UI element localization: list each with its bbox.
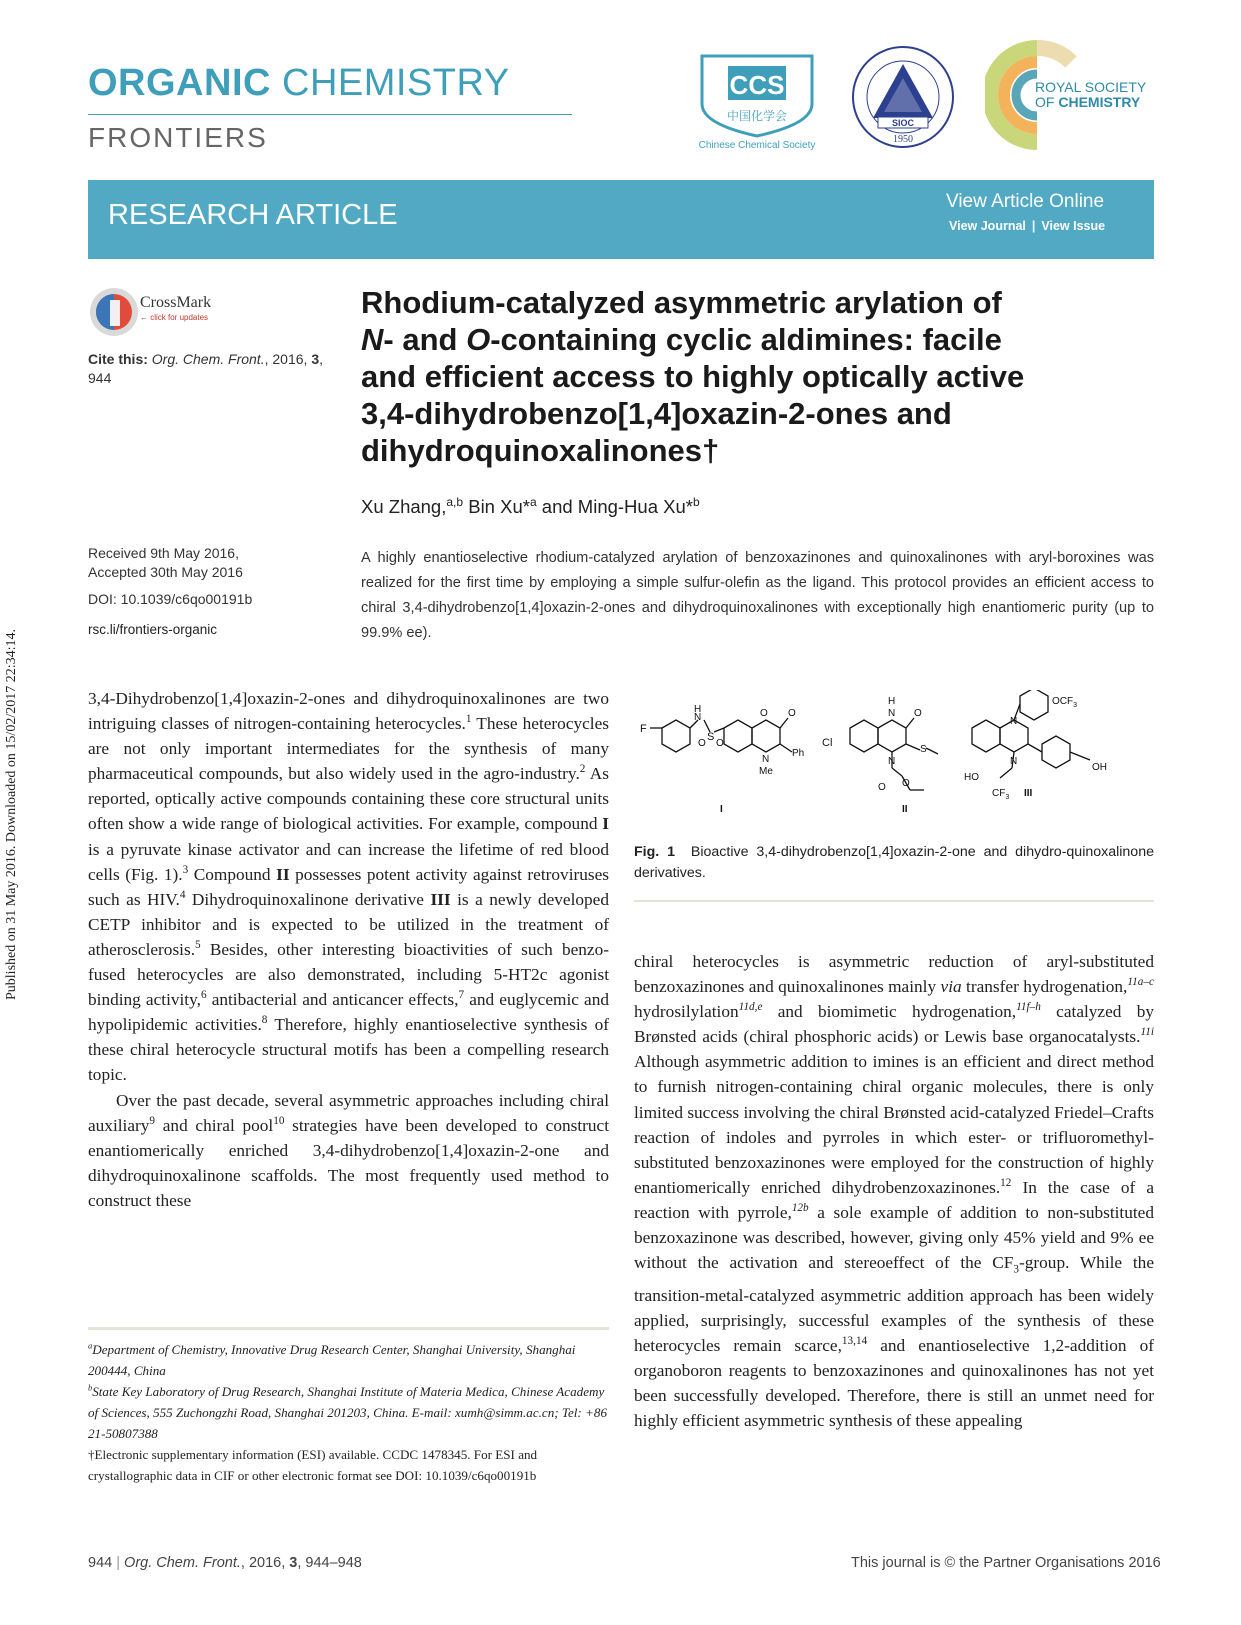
ccs-letters: CCS (729, 70, 785, 100)
ccs-name-cn: 中国化学会 (726, 109, 788, 123)
sioc-logo (848, 44, 958, 154)
atom-label: N (888, 708, 896, 719)
rsc-logo (985, 40, 1155, 152)
svg-text:OF CHEMISTRY (1035, 94, 1141, 110)
atom-label: O (760, 708, 768, 719)
banner-separator: | (1031, 219, 1036, 233)
citation: Cite this: Org. Chem. Front., 2016, 3, 944 (88, 351, 323, 386)
page-footer-left: 944 | Org. Chem. Front., 2016, 3, 944–948 (88, 1555, 362, 1571)
crossmark-icon (88, 286, 140, 338)
paragraph-intro: 3,4-Dihydrobenzo[1,4]oxazin-2-ones and dihydroquinoxalinones are two intriguing classes of nitrogen-containing heterocycles.$^1$ These heterocycles are not only important intermediates for the synthesis of many pharmaceutical compounds, but also widely used in the agro-industry.$^2$ As reported, optically active compounds containing these core structural units often show a wide range of biological activities. For example, compound I is a pyruvate kinase activator and can increase the lifetime of red blood cells (Fig. 1).$^3$ Compound II possesses potent activity against retroviruses such as HIV.$^4$ Dihydroquinoxalinone derivative III is a newly developed CETP inhibitor and is expected to be utilized in the treatment of atherosclerosis.$^5$ Besides, other interesting bioactivities of such benzo-fused heterocycles are also demonstrated, including 5-HT2c agonist binding activity,$^6$ antibacterial and anticancer effects,$^7$ and euglycemic and hypolipidemic activities.$^8$ Therefore, highly enantioselective synthesis of these chiral heterocycle structural motifs has been a compelling research topic. (88, 689, 610, 1085)
body-left-column (88, 686, 609, 1213)
atom-label: H (888, 696, 896, 707)
compound-label: III (1024, 788, 1033, 799)
ccs-logo (690, 44, 825, 154)
atom-label: OH (1092, 762, 1107, 773)
banner-links (946, 219, 1108, 233)
received-date: Received 9th May 2016, (88, 545, 239, 561)
atom-label: O (716, 738, 724, 749)
atom-label: $OCF_3$ (1052, 696, 1078, 709)
download-note: Published on 31 May 2016. Downloaded on 15/02/2017 22:34:14. (4, 629, 19, 1000)
sioc-year: 1950 (893, 134, 913, 145)
atom-label: O (878, 782, 886, 793)
body-right-column (634, 949, 1154, 1433)
crossmark-sub: ← click for updates (140, 313, 209, 322)
figure-caption: Fig. 1 Bioactive 3,4-dihydrobenzo[1,4]oxazin-2-one and dihydro-quinoxalinone derivatives. (634, 844, 1154, 881)
journal-rule (88, 114, 572, 115)
atom-label: N (1010, 716, 1018, 727)
view-article-online-link[interactable]: View Article Online (946, 191, 1105, 212)
paragraph-approaches: Over the past decade, several asymmetric approaches including chiral auxiliary$^9$ and chiral pool$^{10}$ strategies have been developed to construct enantiomerically enriched 3,4-dihydrobenzo[1,4]oxazin-2-one and dihydroquinoxalinone scaffolds. The most frequently used method to construct these (88, 1090, 609, 1210)
figure-rule (634, 900, 1154, 902)
rsc-of: OF (1035, 94, 1055, 110)
esi-note: †Electronic supplementary information (ESI) available. CCDC 1478345. For ESI and crystallographic data in CIF or other electronic format see DOI: 10.1039/c6qo00191b (88, 1447, 538, 1483)
atom-label: N (1010, 756, 1018, 767)
atom-label: O (902, 778, 910, 789)
article-type: RESEARCH ARTICLE (108, 199, 398, 231)
authors: Xu Zhang,$^{a,b}$ Bin Xu*$^a$ and Ming-Hua Xu*$^b$ (361, 494, 700, 517)
doi: DOI: 10.1039/c6qo00191b (88, 591, 253, 607)
atom-label: N (762, 754, 770, 765)
rsc-line1: ROYAL SOCIETY (1035, 79, 1147, 95)
atom-label: O (788, 708, 796, 719)
atom-label: N (694, 712, 702, 723)
article-title: Rhodium-catalyzed asymmetric arylation of N- and O-containing cyclic aldimines: facile and efficient access to highly optically active 3,4-dihydrobenzo[1,4]oxazin-2-ones and dihydroquinoxalinones† (361, 285, 1025, 468)
view-issue-link[interactable]: View Issue (1041, 219, 1106, 233)
atom-label: HO (964, 772, 979, 783)
atom-label: Me (759, 766, 773, 777)
affiliation-a: $^a$Department of Chemistry, Innovative Drug Research Center, Shanghai University, Shanghai 200444, China (88, 1340, 576, 1378)
abstract: A highly enantioselective rhodium-catalyzed arylation of benzoxazinones and quinoxalinones with aryl-boroxines was realized for the first time by employing a simple sulfur-olefin as the ligand. This protocol provides an efficient access to chiral 3,4-dihydrobenzo[1,4]oxazin-2-ones and dihydroquinoxalinones with exceptionally high enantiomeric purity (up to 99.9% ee). (361, 550, 1154, 641)
compound-label: II (902, 804, 908, 815)
page-footer-right: This journal is © the Partner Organisations 2016 (851, 1555, 1161, 1571)
atom-label: Ph (792, 748, 805, 759)
rsc-line2: CHEMISTRY (1058, 94, 1141, 110)
footnotes (88, 1339, 609, 1486)
journal-name: ORGANIC CHEMISTRY (88, 62, 510, 104)
atom-label: $CF_3$ (992, 788, 1010, 801)
atom-label: H (694, 704, 702, 715)
sioc-label: SIOC (891, 118, 915, 128)
crossmark-label: CrossMark (140, 294, 212, 311)
accepted-date: Accepted 30th May 2016 (88, 564, 243, 580)
journal-link[interactable]: rsc.li/frontiers-organic (88, 622, 218, 637)
atom-label: O (914, 708, 922, 719)
atom-label: S (707, 731, 715, 743)
view-journal-link[interactable]: View Journal (949, 219, 1026, 233)
atom-label: O (698, 738, 706, 749)
atom-label: F (640, 723, 647, 735)
figure-1-structures (640, 690, 1155, 825)
journal-subtitle: FRONTIERS (88, 122, 268, 153)
footnote-rule (88, 1327, 609, 1330)
compound-label: I (720, 804, 723, 815)
atom-label: Cl (822, 737, 833, 749)
atom-label: N (888, 756, 896, 767)
affiliation-b: $^b$State Key Laboratory of Drug Research, Shanghai Institute of Materia Medica, Chinese Academy of Sciences, 555 Zuchongzhi Road, Shanghai 201203, China. E-mail: xumh@simm.ac.cn; Tel: +86 21-50807388 (88, 1382, 607, 1441)
atom-label: S (920, 744, 927, 755)
paragraph-methods: chiral heterocycles is asymmetric reduction of aryl-substituted benzoxazinones and quinoxalinones mainly via transfer hydrogenation,$^{11a-c}$ hydrosilylation$^{11d,e}$ and biomimetic hydrogenation,$^{11f-h}$ catalyzed by Brønsted acids (chiral phosphoric acids) or Lewis base organocatalysts.$^{11i}$ Although asymmetric addition to imines is an efficient and direct method to furnish nitrogen-containing chiral organic molecules, there is only limited success involving the chiral Brønsted acid-catalyzed Friedel–Crafts reaction of indoles and pyrroles in which ester- or trifluoromethyl-substituted benzoxazinones were employed for the construction of highly enantiomerically enriched dihydrobenzoxazinones.$^{12}$ In the case of a reaction with pyrrole,$^{12b}$ a sole example of addition to non-substituted benzoxazinone was described, however, giving only 45% yield and 9% ee without the activation and stereoeffect of the $CF_3$-group. While the transition-metal-catalyzed asymmetric addition approach has been widely applied, surprisingly, successful examples of the synthesis of these heterocycles remain scarce,$^{13,14}$ and enantioselective 1,2-addition of organoboron reagents to benzoxazinones and quinoxalinones has not yet been successfully developed. Therefore, there is still an unmet need for highly efficient asymmetric synthesis of these appealing (634, 952, 1155, 1431)
ccs-name: Chinese Chemical Society (698, 140, 816, 151)
